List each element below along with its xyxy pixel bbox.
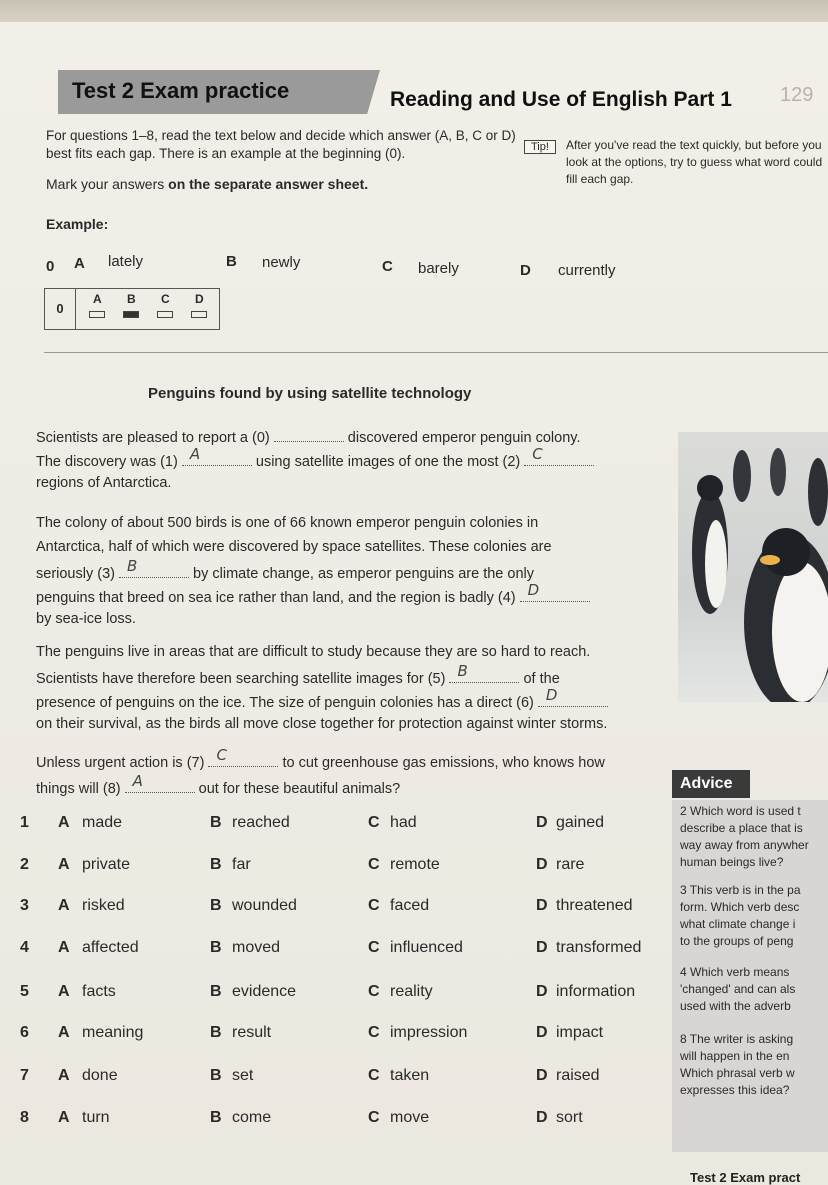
- option-word[interactable]: affected: [82, 939, 139, 956]
- mark-bold: on the separate answer sheet.: [168, 176, 369, 192]
- article-line: [36, 445, 594, 470]
- article-line: [36, 557, 534, 582]
- option-word[interactable]: had: [390, 814, 417, 831]
- option-letter: C: [368, 856, 380, 873]
- question-number: 1: [20, 814, 29, 831]
- option-word[interactable]: raised: [556, 1067, 600, 1084]
- advice-item: 3 This verb is in the pa form. Which verb desc what climate change i to the groups of peng: [680, 883, 801, 948]
- article-line: [36, 644, 590, 660]
- article-text: Unless urgent action is (7): [36, 755, 209, 771]
- option-word[interactable]: gained: [556, 814, 605, 831]
- grid-box-a[interactable]: [89, 311, 105, 318]
- handwritten-answer: D: [527, 581, 540, 599]
- gap-blank[interactable]: [125, 772, 195, 793]
- option-word[interactable]: move: [390, 1109, 430, 1126]
- option-letter: C: [368, 939, 380, 956]
- article-line: [36, 662, 560, 687]
- example-option-word: lately: [108, 253, 144, 270]
- option-letter: C: [368, 897, 380, 914]
- example-option-word: currently: [558, 262, 616, 279]
- example-heading: Example:: [46, 216, 109, 232]
- article-line: [36, 427, 580, 446]
- article-text: seriously (3): [36, 566, 119, 582]
- article-text: to cut greenhouse gas emissions, who knows how: [278, 755, 605, 771]
- article-text: The discovery was (1): [36, 454, 182, 470]
- option-letter: C: [368, 1067, 380, 1084]
- answer-grid: [44, 288, 220, 330]
- grid-number: 0: [45, 289, 76, 329]
- option-letter: D: [536, 1067, 548, 1084]
- grid-letter: C: [161, 292, 170, 306]
- option-letter: A: [58, 856, 70, 873]
- gap-blank[interactable]: [520, 581, 590, 602]
- option-word[interactable]: rare: [556, 856, 585, 873]
- option-letter: D: [536, 814, 548, 831]
- article-text: by climate change, as emperor penguins are the only: [189, 566, 534, 582]
- option-letter: B: [210, 1067, 222, 1084]
- instructions-text: For questions 1–8, read the text below and decide which answer (A, B, C or D) best fits each gap. There is an example at the beginning (0).: [46, 128, 516, 161]
- handwritten-answer: A: [189, 445, 201, 463]
- question-number: 2: [20, 856, 29, 873]
- handwritten-answer: B: [457, 662, 468, 680]
- option-word[interactable]: impression: [390, 1024, 468, 1041]
- option-letter: C: [368, 983, 380, 1000]
- option-letter: D: [536, 1024, 548, 1041]
- example-option-letter: D: [520, 262, 531, 279]
- question-number: 8: [20, 1109, 29, 1126]
- option-word[interactable]: reached: [232, 814, 290, 831]
- page-title: Test 2 Exam practice: [72, 78, 290, 103]
- example-number: 0: [46, 258, 55, 275]
- article-line: [36, 581, 590, 606]
- option-word[interactable]: impact: [556, 1024, 604, 1041]
- option-letter: B: [210, 897, 222, 914]
- option-word[interactable]: far: [232, 856, 251, 873]
- option-word[interactable]: sort: [556, 1109, 583, 1126]
- option-word[interactable]: influenced: [390, 939, 463, 956]
- advice-item: 4 Which verb means 'changed' and can als used with the adverb: [680, 965, 796, 1013]
- mark-prefix: Mark your answers: [46, 176, 169, 192]
- article-line: [36, 686, 608, 711]
- article-text: Antarctica, half of which were discovered by space satellites. These colonies are: [36, 539, 552, 555]
- option-word[interactable]: turn: [82, 1109, 110, 1126]
- article-text: The colony of about 500 birds is one of 66 known emperor penguin colonies in: [36, 515, 539, 531]
- grid-letter: B: [127, 292, 136, 306]
- handwritten-answer: A: [132, 772, 143, 790]
- question-number: 3: [20, 897, 29, 914]
- article-text: Scientists are pleased to report a (0): [36, 430, 274, 446]
- penguin-photo: [678, 432, 828, 702]
- gap-blank[interactable]: [208, 746, 278, 767]
- option-word[interactable]: information: [556, 983, 636, 1000]
- option-word[interactable]: faced: [390, 897, 430, 914]
- gap-blank[interactable]: [119, 557, 189, 578]
- article-text: penguins that breed on sea ice rather than land, and the region is badly (4): [36, 590, 520, 606]
- option-letter: A: [58, 897, 70, 914]
- advice-heading: Advice: [672, 770, 750, 798]
- option-letter: C: [368, 1109, 380, 1126]
- option-letter: B: [210, 856, 222, 873]
- option-letter: B: [210, 1024, 222, 1041]
- option-letter: A: [58, 1067, 70, 1084]
- article-text: by sea-ice loss.: [36, 611, 136, 627]
- option-letter: D: [536, 1109, 548, 1126]
- option-word[interactable]: set: [232, 1067, 254, 1084]
- gap-blank[interactable]: [538, 686, 608, 707]
- example-option-letter: B: [226, 253, 237, 270]
- example-option-word: barely: [418, 260, 459, 277]
- option-word[interactable]: private: [82, 856, 131, 873]
- handwritten-answer: C: [216, 746, 227, 764]
- gap-blank[interactable]: [524, 445, 594, 466]
- article-line: [36, 716, 607, 732]
- article-line: [36, 746, 605, 771]
- article-text: presence of penguins on the ice. The size of penguin colonies has a direct (6): [36, 695, 538, 711]
- option-letter: B: [210, 983, 222, 1000]
- article-text: The penguins live in areas that are difficult to study because they are so hard to reach.: [36, 644, 591, 660]
- article-text: discovered emperor penguin colony.: [343, 430, 581, 446]
- article-text: on their survival, as the birds all move close together for protection against winter storms.: [36, 716, 608, 732]
- divider: [44, 352, 828, 353]
- article-text: regions of Antarctica.: [36, 475, 172, 491]
- option-word[interactable]: moved: [232, 939, 281, 956]
- option-word[interactable]: taken: [390, 1067, 430, 1084]
- option-word[interactable]: result: [232, 1024, 272, 1041]
- grid-letter: D: [195, 292, 204, 306]
- option-letter: D: [536, 939, 548, 956]
- example-option-letter: A: [74, 255, 85, 272]
- option-letter: C: [368, 1024, 380, 1041]
- handwritten-answer: D: [545, 686, 558, 704]
- handwritten-answer: B: [127, 557, 138, 575]
- option-letter: A: [58, 983, 70, 1000]
- article-line: [36, 515, 538, 531]
- article-line: [36, 772, 401, 797]
- article-text: out for these beautiful animals?: [194, 781, 401, 797]
- option-word[interactable]: evidence: [232, 983, 297, 1000]
- option-word[interactable]: threatened: [556, 897, 633, 914]
- option-letter: B: [210, 1109, 222, 1126]
- option-letter: B: [210, 814, 222, 831]
- option-word[interactable]: meaning: [82, 1024, 144, 1041]
- example-option-word: newly: [262, 254, 301, 271]
- option-word[interactable]: remote: [390, 856, 440, 873]
- article-text: Scientists have therefore been searching satellite images for (5): [36, 671, 450, 687]
- gap-blank[interactable]: [449, 662, 519, 683]
- advice-item: 8 The writer is asking will happen in the en Which phrasal verb w expresses this idea?: [680, 1032, 795, 1097]
- option-word[interactable]: done: [82, 1067, 118, 1084]
- advice-item: 2 Which word is used t describe a place that is way away from anywher human beings live?: [680, 804, 809, 869]
- example-option-letter: C: [382, 258, 393, 275]
- grid-box-b[interactable]: [123, 311, 139, 318]
- tip-text: After you've read the text quickly, but before you look at the options, try to guess what word could fill each gap.: [566, 138, 823, 186]
- option-letter: A: [58, 814, 70, 831]
- option-letter: B: [210, 939, 222, 956]
- question-number: 6: [20, 1024, 29, 1041]
- option-letter: D: [536, 856, 548, 873]
- option-letter: D: [536, 983, 548, 1000]
- page-footer: Test 2 Exam pract: [690, 1170, 801, 1185]
- option-word[interactable]: transformed: [556, 939, 642, 956]
- question-number: 4: [20, 939, 29, 956]
- grid-letter: A: [93, 292, 102, 306]
- handwritten-answer: C: [532, 445, 543, 463]
- option-letter: C: [368, 814, 380, 831]
- page-number: 129: [780, 84, 814, 106]
- mark-instruction: [46, 176, 368, 192]
- grid-box-d[interactable]: [191, 311, 207, 318]
- option-word[interactable]: wounded: [232, 897, 297, 914]
- article-line: [36, 475, 171, 491]
- gap-blank[interactable]: [274, 427, 344, 442]
- tip-badge: Tip!: [524, 140, 556, 154]
- question-number: 5: [20, 983, 29, 1000]
- option-word[interactable]: facts: [82, 983, 116, 1000]
- article-text: of the: [519, 671, 560, 687]
- option-word[interactable]: risked: [82, 897, 125, 914]
- option-word[interactable]: made: [82, 814, 123, 831]
- article-line: [36, 611, 136, 627]
- option-letter: D: [536, 897, 548, 914]
- question-number: 7: [20, 1067, 29, 1084]
- option-letter: A: [58, 939, 70, 956]
- article-text: using satellite images of one the most (2): [251, 454, 525, 470]
- option-word[interactable]: reality: [390, 983, 433, 1000]
- section-title: Reading and Use of English Part 1: [390, 88, 732, 111]
- penguin-illustration-icon: [678, 432, 828, 702]
- gap-blank[interactable]: [182, 445, 252, 466]
- article-title: Penguins found by using satellite technology: [148, 385, 472, 402]
- option-letter: A: [58, 1024, 70, 1041]
- article-line: [36, 539, 552, 555]
- grid-box-c[interactable]: [157, 311, 173, 318]
- option-word[interactable]: come: [232, 1109, 272, 1126]
- article-text: things will (8): [36, 781, 125, 797]
- option-letter: A: [58, 1109, 70, 1126]
